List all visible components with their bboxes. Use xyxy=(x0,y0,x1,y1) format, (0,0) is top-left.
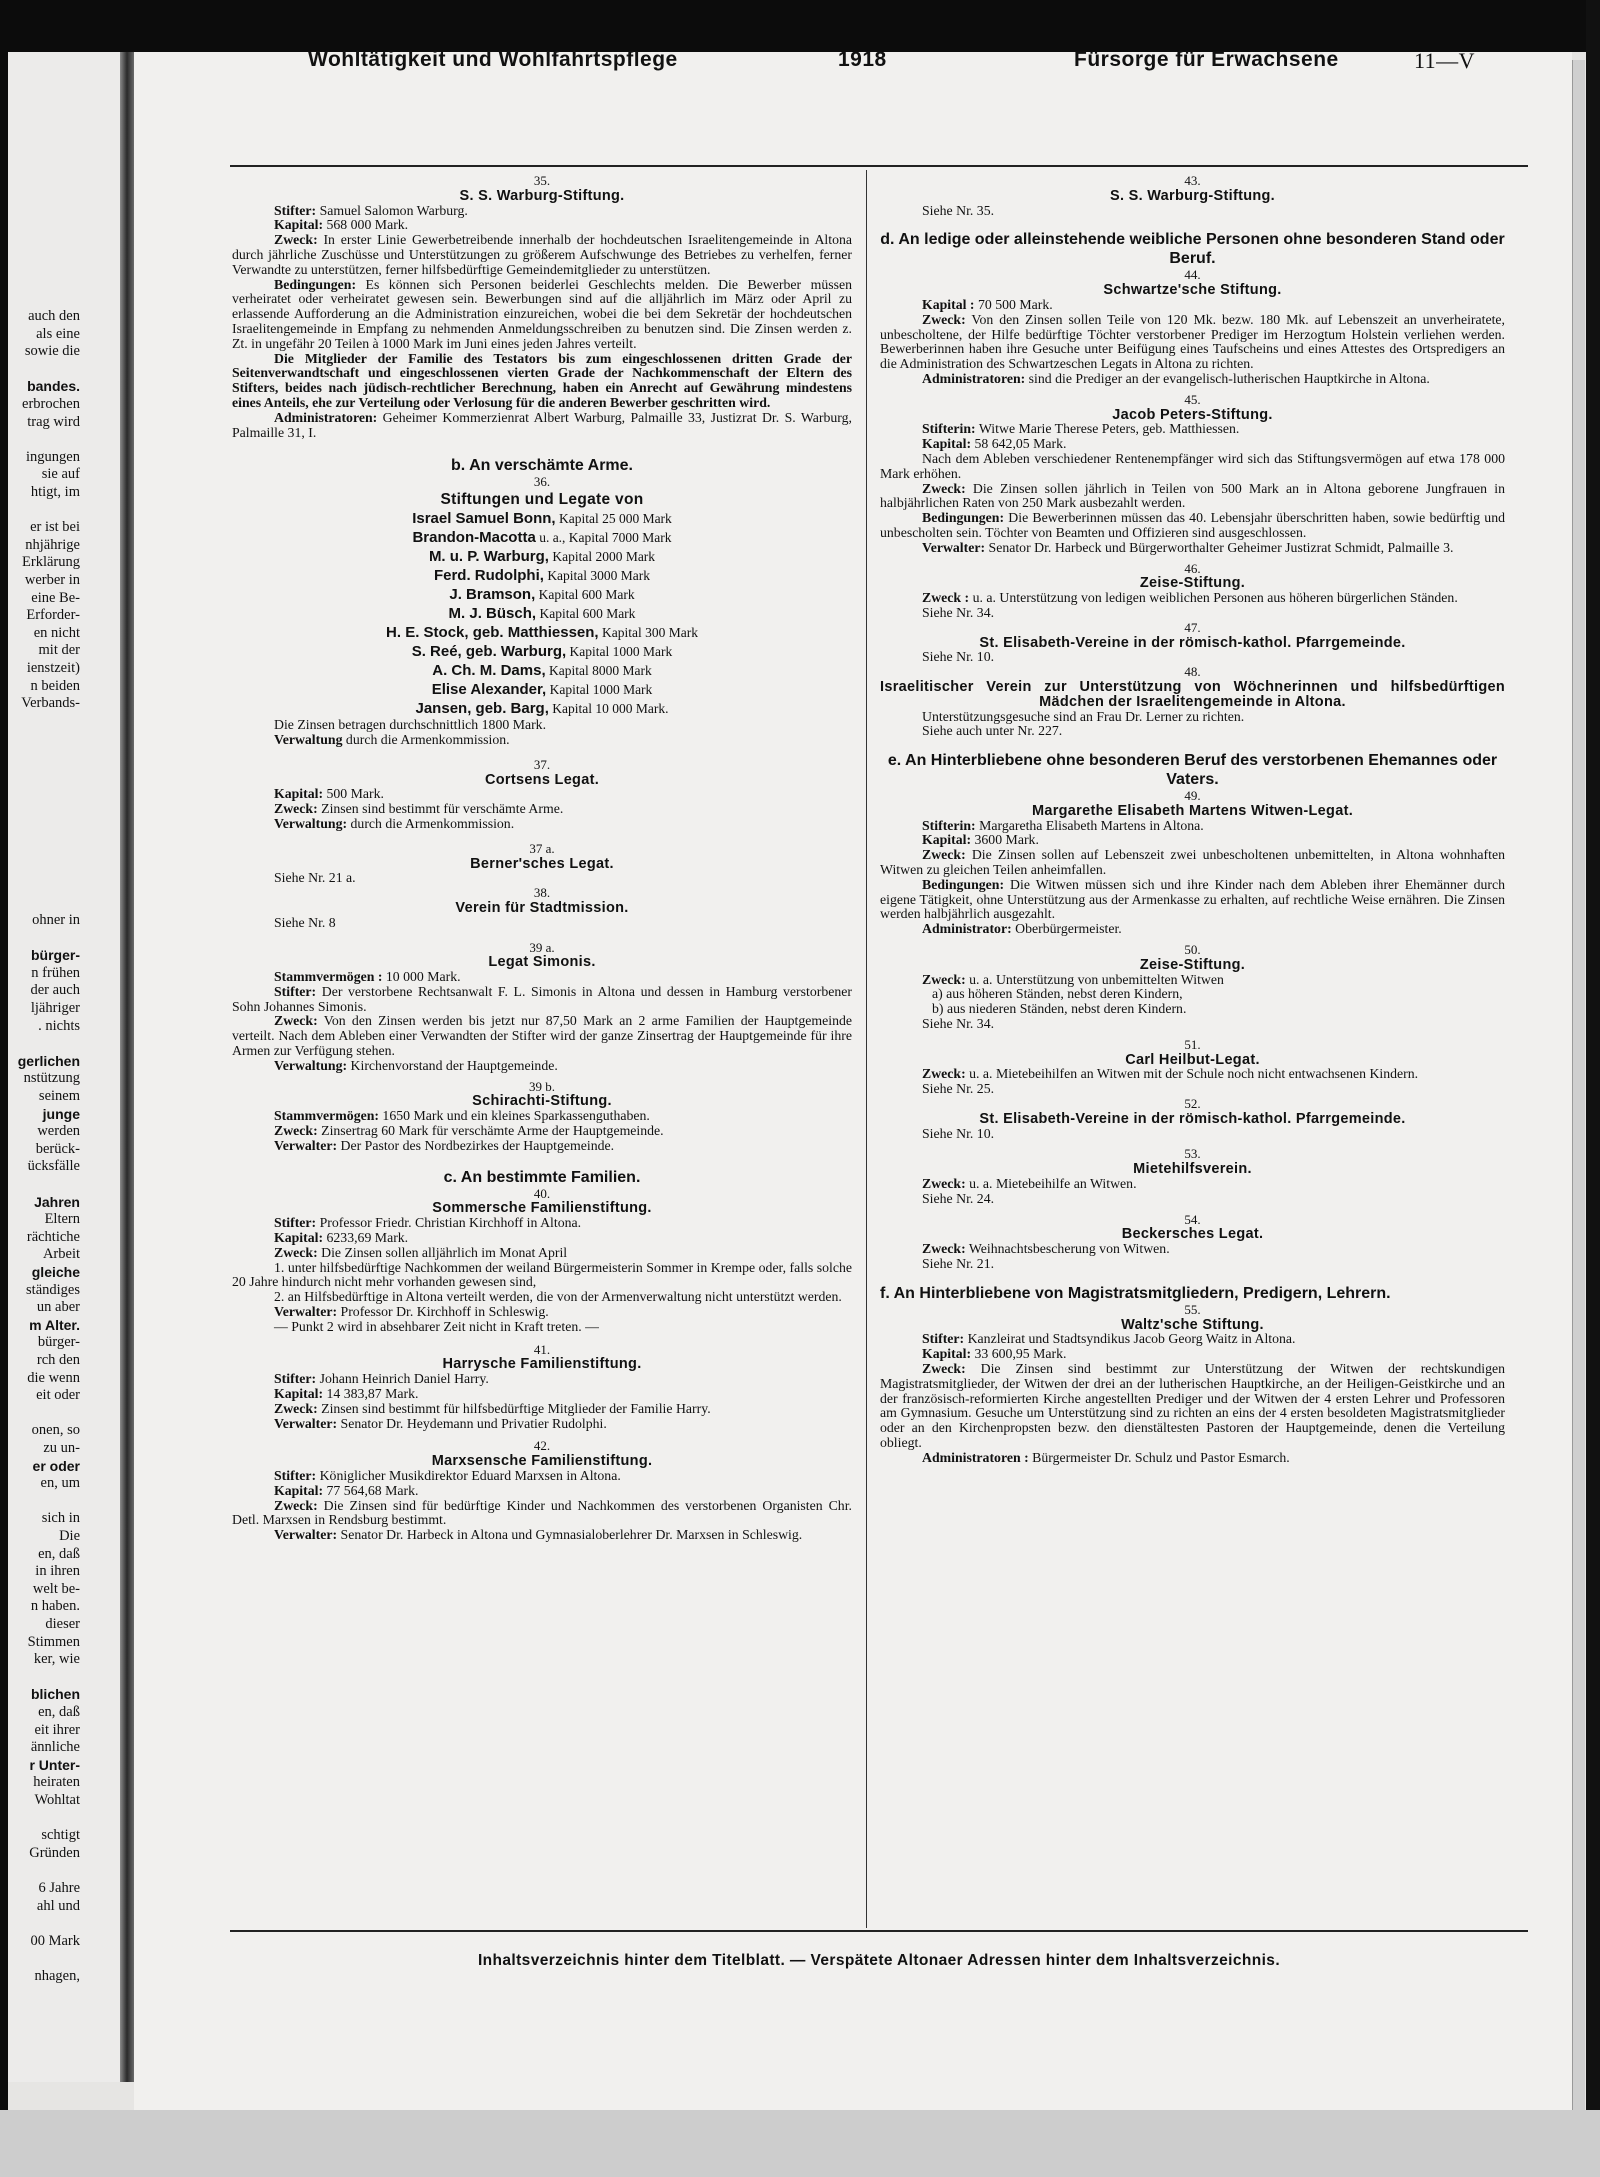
entry-number: 49. xyxy=(1184,788,1201,804)
fragment-line: ücksfälle xyxy=(27,1158,80,1175)
legate-capital: Kapital 8000 Mark xyxy=(545,663,652,679)
field-label: Stammvermögen: xyxy=(274,1108,379,1124)
field-label: Kapital: xyxy=(274,1482,324,1498)
fragment-line: der auch xyxy=(30,982,80,999)
fragment-line: welt be- xyxy=(32,1580,80,1597)
field-value: Siehe Nr. 35. xyxy=(922,202,995,218)
field-label: Verwalter: xyxy=(274,1137,338,1153)
field-label: Stifter: xyxy=(274,1215,317,1231)
scan-border-right xyxy=(1586,0,1600,2177)
field-value: 6233,69 Mark. xyxy=(323,1230,409,1246)
legate-capital: Kapital 2000 Mark xyxy=(548,549,656,565)
legate-name: A. Ch. M. Dams, xyxy=(432,662,546,680)
field-label: Zweck: xyxy=(922,971,966,987)
field-label: Kapital: xyxy=(922,832,972,848)
fragment-line: gerlichen xyxy=(17,1052,80,1069)
section-heading: b. An verschämte Arme. xyxy=(451,457,633,475)
field-label: Kapital: xyxy=(274,786,324,802)
field-value: Der verstorbene Rechtsanwalt F. L. Simonis in Altona und dessen in Hamburg verstorbener Sohn Johannes Simonis. xyxy=(232,983,852,1014)
field-value: Der Pastor des Nordbezirkes der Hauptgemeinde. xyxy=(337,1137,615,1153)
fragment-line: er ist bei xyxy=(30,519,80,536)
fragment-line: als eine xyxy=(36,325,80,342)
fragment-line: mit der xyxy=(38,642,80,659)
field-value: 1650 Mark und ein kleines Sparkassenguthaben. xyxy=(378,1108,650,1124)
fragment-line: heiraten xyxy=(33,1774,80,1791)
fragment-line: bandes. xyxy=(27,378,80,395)
scan-border-bottom xyxy=(0,2110,1600,2177)
legate-line xyxy=(232,585,852,604)
fragment-line: Verbands- xyxy=(21,695,80,712)
legate-name: Ferd. Rudolphi, xyxy=(433,567,544,585)
fragment-line: rächtiche xyxy=(26,1228,80,1245)
field-value: Margaretha Elisabeth Martens in Altona. xyxy=(975,817,1204,833)
field-value: Die Zinsen sind für bedürftige Kinder und Nachkommen des verstorbenen Organisten Chr. Detl. Marxsen in Rendsburg bestimmt. xyxy=(232,1497,852,1528)
field-value: 33 600,95 Mark. xyxy=(971,1346,1067,1362)
field-value: Oberbürgermeister. xyxy=(1011,921,1122,937)
fragment-line: blichen xyxy=(30,1686,80,1703)
fragment-line: berück- xyxy=(35,1140,80,1157)
field-value: Siehe auch unter Nr. 227. xyxy=(922,723,1063,739)
fragment-line: in ihren xyxy=(35,1563,80,1580)
field-label: Verwalter: xyxy=(274,1304,338,1320)
field-label: Zweck: xyxy=(274,1497,318,1513)
field-value: Die Zinsen sind bestimmt zur Unterstützung der Witwen der rechtskundigen Magistratsmitglieder, der Witwen der drei an der lutherischen Hauptkirche, an der Heiligen-Geistkirche und an der französisch-reformierten Kirche angestellten Prediger und der Witwen der 4 ersten Lehrer und Professoren am Gymnasium. Gesuche um Unterstützung sind zu richten an eins der 4 ersten besoldeten Magistratsmitglieder oder an den Kirchenpropsten bezw. den dienstältesten Pastoren der Hauptgemeinde, denen die Verteilung obliegt. xyxy=(880,1360,1505,1450)
legate-line xyxy=(232,680,852,699)
fragment-line: ohner in xyxy=(32,912,80,928)
field-label: Stifter: xyxy=(274,1371,317,1387)
fragment-line: gleiche xyxy=(31,1264,80,1280)
field-value: u. a. Mietebeihilfen an Witwen mit der Schule noch nicht entwachsenen Kindern. xyxy=(965,1066,1419,1082)
field-value: 77 564,68 Mark. xyxy=(323,1482,419,1498)
page-footer-notice: Inhaltsverzeichnis hinter dem Titelblatt. — Verspätete Altonaer Adressen hinter dem Inhaltsverzeichnis. xyxy=(477,1951,1281,1969)
fragment-line: junge xyxy=(42,1105,80,1122)
fragment-line: n haben. xyxy=(30,1598,80,1615)
entry-title: Schwartze'sche Stiftung. xyxy=(1103,282,1282,299)
field-label: Kapital: xyxy=(274,1230,324,1246)
entry-title: Margarethe Elisabeth Martens Witwen-Legat. xyxy=(1031,802,1354,819)
fragment-line: en nicht xyxy=(33,624,80,641)
section-heading: c. An bestimmte Familien. xyxy=(443,1168,641,1186)
legate-line xyxy=(232,604,852,623)
fragment-line: onen, so xyxy=(31,1422,80,1439)
legate-capital: u. a., Kapital 7000 Mark xyxy=(535,530,672,546)
fragment-line: . nichts xyxy=(38,1017,80,1034)
field-label: Kapital: xyxy=(274,1386,324,1402)
field-value: Die Zinsen betragen durchschnittlich 1800 Mark. xyxy=(274,717,547,733)
section-heading: e. An Hinterbliebene ohne besonderen Beruf des verstorbenen Ehemannes oder Vaters. xyxy=(887,752,1498,789)
entry-title: Cortsens Legat. xyxy=(484,771,600,788)
running-head-year: 1918 xyxy=(838,48,887,71)
field-value: Siehe Nr. 10. xyxy=(922,1125,995,1141)
entry-number: 40. xyxy=(533,1185,551,1201)
field-value: Königlicher Musikdirektor Eduard Marxsen in Altona. xyxy=(316,1468,621,1483)
field-value: Von den Zinsen werden bis jetzt nur 87,50 Mark an 2 arme Familien der Hauptgemeinde verteilt. Nach dem Ableben einer Verwandten der Stifter wird der ganze Zinsertrag der Hauptgemeinde für ihre Armen zur Verfügung stehen. xyxy=(232,1013,852,1059)
fragment-line: nhjährige xyxy=(25,536,80,553)
fragment-line: nstützung xyxy=(23,1070,80,1087)
field-label: Administratoren: xyxy=(274,409,378,425)
fragment-line: schtigt xyxy=(41,1827,80,1844)
scan-border-top xyxy=(0,0,1600,52)
entry-title: Waltz'sche Stiftung. xyxy=(1121,1316,1264,1333)
field-value: Siehe Nr. 21. xyxy=(922,1256,995,1271)
page-number: 11—V xyxy=(1414,48,1476,73)
fragment-line: Eltern xyxy=(44,1211,80,1228)
fragment-line: ständiges xyxy=(26,1281,80,1298)
field-label: Zweck: xyxy=(922,1176,966,1192)
field-label: Verwalter: xyxy=(274,1527,338,1543)
fragment-line: Arbeit xyxy=(42,1246,80,1263)
entry-number: 36. xyxy=(533,474,551,490)
field-label: Kapital: xyxy=(274,217,324,233)
fragment-line: n beiden xyxy=(30,677,80,694)
field-value: Johann Heinrich Daniel Harry. xyxy=(316,1371,489,1387)
field-value: 3600 Mark. xyxy=(971,832,1039,848)
field-value: Zinsen sind bestimmt für hilfsbedürftige Mitglieder der Familie Harry. xyxy=(317,1400,711,1416)
header-rule xyxy=(230,165,1528,167)
fragment-line: werber in xyxy=(24,572,80,588)
column-divider xyxy=(866,170,867,1928)
fragment-line: trag wird xyxy=(27,413,80,430)
fragment-line: seinem xyxy=(38,1088,80,1104)
field-label: Zweck: xyxy=(274,232,318,248)
fragment-line: nhagen, xyxy=(34,1968,80,1984)
field-label: Administratoren: xyxy=(922,370,1026,386)
field-value: 58 642,05 Mark. xyxy=(971,436,1067,452)
field-label: Kapital: xyxy=(922,436,972,452)
field-value: sind die Prediger an der evangelisch-lutherischen Hauptkirche in Altona. xyxy=(1025,370,1430,386)
legate-capital: Kapital 1000 Mark xyxy=(546,682,653,698)
fragment-line: un aber xyxy=(36,1299,80,1316)
field-value: Senator Dr. Harbeck und Bürgerworthalter Geheimer Justizrat Schmidt, Palmaille 3. xyxy=(985,539,1454,555)
fragment-line: erbrochen xyxy=(22,396,80,412)
footer-rule xyxy=(230,1930,1528,1932)
field-label: Verwalter: xyxy=(922,539,986,555)
entry-number: 43. xyxy=(1184,173,1201,188)
entry-number: 39 b. xyxy=(529,1078,555,1094)
entry-title: Beckersches Legat. xyxy=(1121,1226,1264,1243)
field-label: Verwaltung xyxy=(274,731,343,747)
entry-title: Zeise-Stiftung. xyxy=(1139,956,1246,973)
right-column xyxy=(880,174,1505,1466)
field-value: Senator Dr. Heydemann und Privatier Rudolphi. xyxy=(337,1415,607,1431)
field-value: Die Witwen müssen sich und ihre Kinder nach dem Ableben ihrer Ehemänner durch eigene Tätigkeit, ohne Unterstützung aus der Armenkasse zu erhalten, auf rechtliche Weise ernähren. Die Zinsen werden halbjährlich ausgezahlt. xyxy=(880,876,1505,922)
legate-name: Brandon-Macotta xyxy=(412,529,536,547)
field-label: Zweck: xyxy=(922,1360,966,1376)
field-label: Zweck : xyxy=(922,590,970,606)
entry-title: Mietehilfsverein. xyxy=(1133,1161,1252,1178)
legate-line xyxy=(232,699,852,718)
field-value: Unterstützungsgesuche sind an Frau Dr. Lerner zu richten. xyxy=(922,708,1245,724)
fragment-line: eit ihrer xyxy=(34,1721,80,1738)
field-value: Siehe Nr. 34. xyxy=(922,1016,995,1032)
field-label: Zweck: xyxy=(922,480,966,496)
fragment-line: ljähriger xyxy=(30,1000,80,1016)
entry-title: St. Elisabeth-Vereine in der römisch-kathol. Pfarrgemeinde. xyxy=(979,634,1406,651)
fragment-line: Erklärung xyxy=(22,554,80,571)
field-value: Die Mitglieder der Familie des Testators bis zum eingeschlossenen dritten Grade der Seitenverwandtschaft und eingeschlossenen vierten Grade der Nachkommenschaft der Eltern des Stifters, beides nach jüdisch-rechtlicher Berechnung, haben ein Anrecht auf Gewährung mindestens eines Anteils, ehe zur Verteilung oder Verlosung für die anderen Bewerber geschritten wird. xyxy=(232,350,852,410)
fragment-line: eit oder xyxy=(36,1387,80,1404)
fragment-line: rch den xyxy=(36,1352,80,1368)
legate-name: Israel Samuel Bonn, xyxy=(412,510,556,528)
legate-capital: Kapital 600 Mark xyxy=(535,587,635,603)
fragment-line: die wenn xyxy=(27,1369,80,1386)
field-value: Siehe Nr. 10. xyxy=(922,649,995,665)
entry-title: Schirachti-Stiftung. xyxy=(472,1093,612,1110)
fragment-line: r Unter- xyxy=(29,1756,80,1773)
field-label: Administratoren : xyxy=(922,1449,1029,1465)
field-value: Professor Dr. Kirchhoff in Schleswig. xyxy=(337,1304,549,1320)
field-label: Stammvermögen : xyxy=(274,969,383,985)
field-label: Zweck: xyxy=(922,847,966,863)
field-value: 14 383,87 Mark. xyxy=(323,1386,419,1402)
entry-number: 38. xyxy=(533,885,551,901)
entry-number: 46. xyxy=(1184,560,1201,576)
entry-title: Marxsensche Familienstiftung. xyxy=(431,1453,653,1470)
field-label: Stifterin: xyxy=(922,421,976,437)
entry-title: Verein für Stadtmission. xyxy=(455,899,629,916)
field-value: Nach dem Ableben verschiedener Rentenempfänger wird sich das Stiftungsvermögen auf etwa 178 000 Mark erhöhen. xyxy=(880,450,1505,481)
entry-number: 48. xyxy=(1184,664,1201,680)
legate-line xyxy=(232,642,852,661)
fragment-line: Erforder- xyxy=(26,607,80,624)
fragment-line: sowie die xyxy=(24,343,80,360)
field-value: 568 000 Mark. xyxy=(323,217,409,233)
field-value: 70 500 Mark. xyxy=(974,296,1053,312)
fragment-line: ännliche xyxy=(30,1739,80,1756)
fragment-line: ienstzeit) xyxy=(26,660,80,676)
fragment-line: en, daß xyxy=(38,1545,80,1562)
entry-title: Jacob Peters-Stiftung. xyxy=(1112,406,1273,423)
fragment-line: n frühen xyxy=(31,964,80,981)
legate-capital: Kapital 1000 Mark xyxy=(566,644,673,660)
legate-name: H. E. Stock, geb. Matthiessen, xyxy=(386,624,599,642)
legate-line xyxy=(232,528,852,547)
entry-number: 42. xyxy=(533,1438,551,1454)
entry-number: 53. xyxy=(1184,1146,1201,1162)
field-value: Weihnachtsbescherung von Witwen. xyxy=(965,1241,1170,1257)
legate-list xyxy=(232,509,852,718)
entry-number: 51. xyxy=(1184,1036,1201,1052)
entry-title: Stiftungen und Legate von xyxy=(440,491,644,509)
field-label: Zweck: xyxy=(922,1241,966,1257)
legate-line xyxy=(232,661,852,680)
field-value: Zinsertrag 60 Mark für verschämte Arme der Hauptgemeinde. xyxy=(317,1123,664,1139)
field-label: Stifter: xyxy=(274,202,317,218)
field-label: Administrator: xyxy=(922,921,1012,937)
field-value: Samuel Salomon Warburg. xyxy=(316,202,468,218)
field-value: a) aus höheren Ständen, nebst deren Kindern, xyxy=(932,986,1183,1002)
section-heading: f. An Hinterbliebene von Magistratsmitgliedern, Predigern, Lehrern. xyxy=(880,1284,1391,1302)
entry-number: 50. xyxy=(1184,942,1201,958)
fragment-line: ingungen xyxy=(26,448,80,465)
fragment-line: m Alter. xyxy=(29,1316,80,1333)
legate-line xyxy=(232,509,852,528)
page-edge xyxy=(1572,60,1585,2110)
entry-number: 47. xyxy=(1184,619,1201,635)
field-label: Zweck: xyxy=(274,801,318,817)
legate-name: Jansen, geb. Barg, xyxy=(415,700,549,718)
legate-capital: Kapital 25 000 Mark xyxy=(555,511,672,527)
field-value: Witwe Marie Therese Peters, geb. Matthiessen. xyxy=(975,421,1240,437)
field-value: Siehe Nr. 8 xyxy=(274,914,336,930)
entry-number: 41. xyxy=(533,1341,551,1357)
entry-number: 37. xyxy=(533,756,551,772)
entry-number: 55. xyxy=(1184,1301,1201,1317)
entry-number: 45. xyxy=(1184,391,1201,407)
fragment-line: werden xyxy=(37,1123,80,1140)
legate-line xyxy=(232,547,852,566)
fragment-line: bürger- xyxy=(37,1334,80,1351)
scan-border-left xyxy=(0,0,8,2177)
field-value: u. a. Unterstützung von ledigen weiblichen Personen aus höheren bürgerlichen Ständen. xyxy=(969,590,1458,606)
entry-number: 52. xyxy=(1184,1096,1201,1112)
fragment-line: htigt, im xyxy=(30,484,80,500)
field-value: Geheimer Kommerzienrat Albert Warburg, Palmaille 33, Justizrat Dr. S. Warburg, Palmaille 31, I. xyxy=(232,409,852,440)
legate-name: M. J. Büsch, xyxy=(448,605,537,623)
field-value: durch die Armenkommission. xyxy=(342,731,510,747)
field-label: Zweck: xyxy=(274,1013,318,1029)
field-value: Siehe Nr. 24. xyxy=(922,1190,995,1206)
field-value: Die Zinsen sollen auf Lebenszeit zwei unbescholtenen unbemittelten, in Altona wohnhaften Witwen zu gleichen Teilen anheimfallen. xyxy=(880,847,1505,878)
fragment-line: en, daß xyxy=(38,1704,80,1720)
legate-name: J. Bramson, xyxy=(449,586,536,604)
field-value: durch die Armenkommission. xyxy=(347,815,515,831)
fragment-line: ahl und xyxy=(36,1897,80,1914)
entry-title: Legat Simonis. xyxy=(488,954,596,971)
legate-capital: Kapital 3000 Mark xyxy=(543,568,651,584)
field-value: Bürgermeister Dr. Schulz und Pastor Esmarch. xyxy=(1028,1449,1290,1465)
field-value: 2. an Hilfsbedürftige in Altona verteilt werden, die von der Armenverwaltung nicht unterstützt werden. xyxy=(274,1289,842,1305)
field-label: Stifterin: xyxy=(922,817,976,833)
field-value: Zinsen sind bestimmt für verschämte Arme. xyxy=(317,801,564,817)
field-label: Verwaltung: xyxy=(274,1057,348,1073)
running-head-title: Wohltätigkeit und Wohlfahrtspflege xyxy=(308,48,678,71)
fragment-line: zu un- xyxy=(43,1440,80,1456)
field-value: u. a. Unterstützung von unbemittelten Witwen xyxy=(965,971,1224,987)
previous-page-fragment xyxy=(8,52,128,2082)
fragment-line: 6 Jahre xyxy=(38,1880,80,1896)
field-label: Verwaltung: xyxy=(274,815,348,831)
fragment-line: Stimmen xyxy=(27,1633,80,1650)
fragment-line: sich in xyxy=(41,1510,80,1527)
fragment-line: Wohltat xyxy=(34,1792,80,1808)
legate-name: Elise Alexander, xyxy=(431,681,547,699)
fragment-line: er oder xyxy=(32,1457,80,1474)
field-value: 1. unter hilfsbedürftige Nachkommen der weiland Bürgermeisterin Sommer in Krempe oder, falls solche 20 Jahre hindurch nicht mehr vorhanden gewesen sind, xyxy=(232,1259,852,1290)
field-value: Kanzleirat und Stadtsyndikus Jacob Georg Waitz in Altona. xyxy=(964,1331,1296,1347)
field-value: Siehe Nr. 25. xyxy=(922,1081,995,1097)
field-label: Zweck: xyxy=(922,1066,966,1082)
running-head-section: Fürsorge für Erwachsene xyxy=(1074,48,1339,71)
entry-title: St. Elisabeth-Vereine in der römisch-kathol. Pfarrgemeinde. xyxy=(979,1110,1406,1127)
fragment-line: sie auf xyxy=(41,466,80,483)
field-label: Zweck: xyxy=(274,1123,318,1139)
field-value: — Punkt 2 wird in absehbarer Zeit nicht in Kraft treten. — xyxy=(274,1318,599,1334)
entry-number: 39 a. xyxy=(529,939,555,955)
fragment-line: Gründen xyxy=(29,1844,80,1861)
field-value: Von den Zinsen sollen Teile von 120 Mk. bezw. 180 Mk. auf Lebenszeit an unverheiratete, unbescholtene, der Hilfe bedürftige Töchter verstorbener Prediger im Herzogtum Holstein verliehen werden. Bewerberinnen haben ihre Gesuche unter Beifügung eines Taufscheins und eines Attestes des Ortspredigers an die Administration des Schwartzeschen Legats in Altona zu richten. xyxy=(880,311,1505,372)
field-label: Zweck: xyxy=(274,1244,318,1260)
entry-title: S. S. Warburg-Stiftung. xyxy=(1109,187,1276,204)
fragment-line: auch den xyxy=(28,308,80,324)
field-value: 500 Mark. xyxy=(323,786,384,802)
entry-title: Berner'sches Legat. xyxy=(470,855,614,872)
entry-number: 37 a. xyxy=(529,840,555,856)
field-value: b) aus niederen Ständen, nebst deren Kindern. xyxy=(932,1001,1187,1017)
field-value: Professor Friedr. Christian Kirchhoff in Altona. xyxy=(316,1215,582,1231)
field-label: Stifter: xyxy=(922,1331,965,1347)
field-label: Stifter: xyxy=(274,1468,317,1483)
entry-title: Zeise-Stiftung. xyxy=(1139,575,1246,592)
entry-number: 35. xyxy=(533,173,551,188)
field-label: Bedingungen: xyxy=(922,876,1005,892)
fragment-line: eine Be- xyxy=(31,589,80,606)
entry-title: S. S. Warburg-Stiftung. xyxy=(459,187,625,204)
entry-title: Carl Heilbut-Legat. xyxy=(1125,1051,1260,1068)
field-label: Verwalter: xyxy=(274,1415,338,1431)
field-value: Die Bewerberinnen müssen das 40. Lebensjahr überschritten haben, sowie bedürftig und unbescholten sein. Töchter von Beamten und Offizieren sind ausgeschlossen. xyxy=(880,510,1505,540)
book-gutter xyxy=(120,52,134,2082)
field-value: Es können sich Personen beiderlei Geschlechts melden. Die Bewerber müssen verheiratet oder verheiratet gewesen sein. Bewerbungen sind auf die alljährlich im März oder April zu erlassende Aufforderung an die Administration einzureichen, wobei die bei dem Sekretär der hochdeutschen Israelitengemeinde in Empfang zu nehmenden Anmeldungsschreiben zu benutzen sind. Die Zinsen werden z. Zt. in ungefähr 20 Teilen à 1000 Mark im Juni eines jeden Jahres verteilt. xyxy=(232,276,852,351)
legate-line xyxy=(232,566,852,585)
field-value: In erster Linie Gewerbetreibende innerhalb der hochdeutschen Israelitengemeinde in Altona durch jährliche Zuschüsse und Unterstützungen zu größerem Aufschwunge des Betriebes zu verhelfen, ferner Verwandte zu unterstützen, ferner hilfsbedürftige Gemeindemitglieder zu unterstützen. xyxy=(232,232,852,277)
field-label: Stifter: xyxy=(274,983,317,999)
entry-title: Israelitischer Verein zur Unterstützung von Wöchnerinnen und hilfsbedürftigen Mädchen der Israelitengemeinde in Altona. xyxy=(880,678,1505,710)
field-value: Kirchenvorstand der Hauptgemeinde. xyxy=(347,1057,558,1073)
fragment-line: Die xyxy=(59,1528,80,1544)
field-label: Zweck: xyxy=(274,1400,318,1416)
field-value: u. a. Mietebeihilfe an Witwen. xyxy=(965,1176,1137,1192)
field-value: Siehe Nr. 21 a. xyxy=(274,870,356,886)
legate-name: M. u. P. Warburg, xyxy=(428,548,549,566)
field-label: Zweck: xyxy=(922,311,966,327)
entry-title: Sommersche Familienstiftung. xyxy=(432,1200,652,1217)
field-value: Die Zinsen sollen alljährlich im Monat April xyxy=(317,1244,568,1260)
fragment-line: Jahren xyxy=(34,1193,80,1210)
fragment-line: en, um xyxy=(40,1475,80,1492)
fragment-line: bürger- xyxy=(31,947,80,964)
field-value: Siehe Nr. 34. xyxy=(922,604,995,620)
fragment-line: dieser xyxy=(45,1616,80,1632)
field-value: Senator Dr. Harbeck in Altona und Gymnasialoberlehrer Dr. Marxsen in Schleswig. xyxy=(337,1527,803,1543)
legate-line xyxy=(232,623,852,642)
section-heading: d. An ledige oder alleinstehende weibliche Personen ohne besonderen Stand oder Beruf. xyxy=(880,231,1505,268)
entry-title: Harrysche Familienstiftung. xyxy=(442,1356,642,1373)
legate-capital: Kapital 600 Mark xyxy=(536,606,636,622)
field-label: Bedingungen: xyxy=(274,276,357,292)
field-label: Bedingungen: xyxy=(922,510,1005,526)
field-label: Kapital: xyxy=(922,1346,972,1362)
entry-number: 54. xyxy=(1184,1211,1201,1227)
field-value: 10 000 Mark. xyxy=(382,969,461,985)
field-value: Die Zinsen sollen jährlich in Teilen von 500 Mark an in Altona geborene Jungfrauen in halbjährlichen Raten von 250 Mark ausbezahlt werden. xyxy=(880,480,1505,511)
legate-capital: Kapital 10 000 Mark. xyxy=(548,701,669,717)
fragment-line: 00 Mark xyxy=(30,1932,80,1949)
legate-name: S. Reé, geb. Warburg, xyxy=(411,643,567,661)
left-column xyxy=(232,174,852,1543)
legate-capital: Kapital 300 Mark xyxy=(598,625,698,641)
field-label: Kapital : xyxy=(922,296,975,312)
fragment-line: ker, wie xyxy=(33,1651,80,1668)
entry-number: 44. xyxy=(1184,267,1201,283)
